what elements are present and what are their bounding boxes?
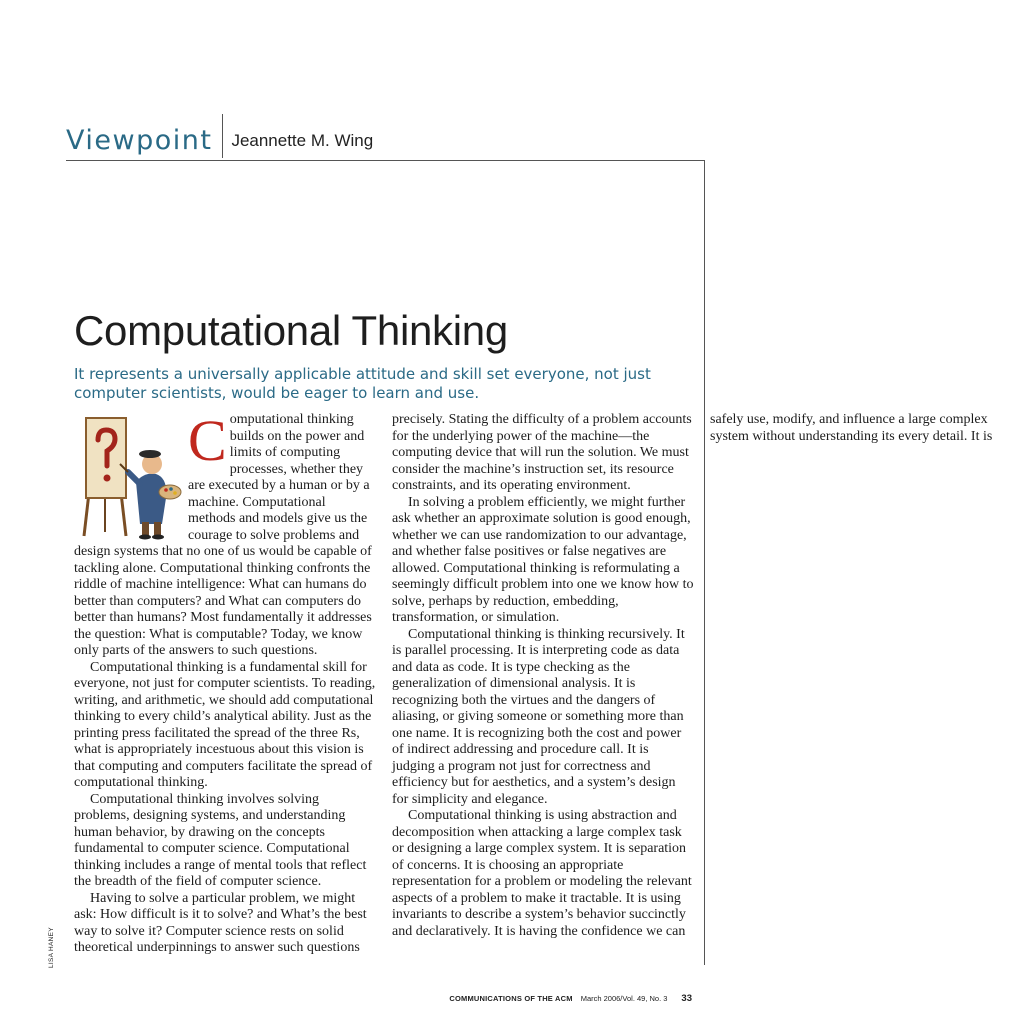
page-footer: [449, 993, 692, 1004]
header-divider: [222, 114, 223, 158]
article-title: Computational Thinking: [74, 307, 508, 354]
illustration-credit: [48, 918, 60, 968]
body-paragraph: Computational thinking is thinking recursively. It is parallel processing. It is interpreting code as data and data as code. It is type checking as the generalization of dimensional analysis. It is recognizing both the virtues and the dangers of aliasing, or giving someone or something more than one name. It is recognizing both the cost and power of indirect addressing and procedure call. It is judging a program not just for correctness and efficiency but for aesthetics, and a system’s design for simplicity and elegance.: [392, 626, 685, 807]
article-deck: It represents a universally applicable attitude and skill set everyone, not just computer scientists, would be eager to learn and use.: [74, 365, 651, 402]
body-paragraph: Computational thinking is a fundamental skill for everyone, not just for computer scientists. To reading, writing, and arithmetic, we should add computational thinking to every child’s analytical ability. Just as the printing press facilitated the spread of the three Rs, what is appropriately incestuous about this vision is that computing and computers facilitate the spread of computational thinking.: [74, 659, 376, 790]
illustration-credit-text: LISA HANEY: [48, 927, 55, 968]
body-paragraph: Having to solve a particular problem, we might ask: How difficult is it to solve? and What’s the best way to solve it? Computer science rests on solid theoretical underpinnings to answer such questions precisely. Stating the difficulty of a problem accounts for the underlying power of the machine—the computing device that will run the solution. We must consider the machine’s instruction set, its resource constraints, and its operating environment.: [74, 412, 692, 955]
first-paragraph: [74, 408, 376, 660]
issue-info: March 2006/Vol. 49, No. 3: [580, 994, 668, 1003]
author-name: Jeannette M. Wing: [231, 131, 374, 150]
first-paragraph-text: omputational thinking builds on the power and limits of computing processes, whether they are executed by a human or by a machine. Computational methods and models give us the courage to solve problems and design systems that no one of us would be capable of tackling alone. Computational thinking confronts the riddle of machine intelligence: What can humans do better than computers? and What can computers do better than humans? Most fundamentally it addresses the question: What is computable? Today, we know only parts of the answers to such questions.: [74, 412, 372, 658]
drop-cap: C: [188, 408, 227, 473]
journal-name: COMMUNICATIONS OF THE ACM: [449, 994, 573, 1003]
painter-illustration: [74, 412, 184, 540]
article-header: [66, 112, 706, 158]
body-paragraph: Computational thinking involves solving problems, designing systems, and understanding human behavior, by drawing on the concepts fundamental to computer science. Computational thinking includes a range of mental tools that reflect the breadth of the field of computer science.: [74, 791, 367, 889]
article-body: [74, 408, 993, 972]
page-number: 33: [681, 993, 692, 1004]
body-paragraph: Computational thinking is using abstraction and decomposition when attacking a large complex task or designing a large complex system. It is separation of concerns. It is choosing an appropriate representation for a problem or modeling the relevant aspects of a problem to make it tractable. It is using invariants to describe a system’s behavior succinctly and declaratively. It is having the confidence we can safely use, modify, and influence a large complex system without understanding its every detail. It is: [392, 412, 993, 939]
section-label: Viewpoint: [66, 125, 213, 156]
body-paragraph: In solving a problem efficiently, we might further ask whether an approximate solution is good enough, whether we can use randomization to our advantage, and whether false positives or false negatives are allowed. Computational thinking is reformulating a seemingly difficult problem into one we know how to solve, perhaps by reduction, embedding, transformation, or simulation.: [392, 494, 694, 625]
